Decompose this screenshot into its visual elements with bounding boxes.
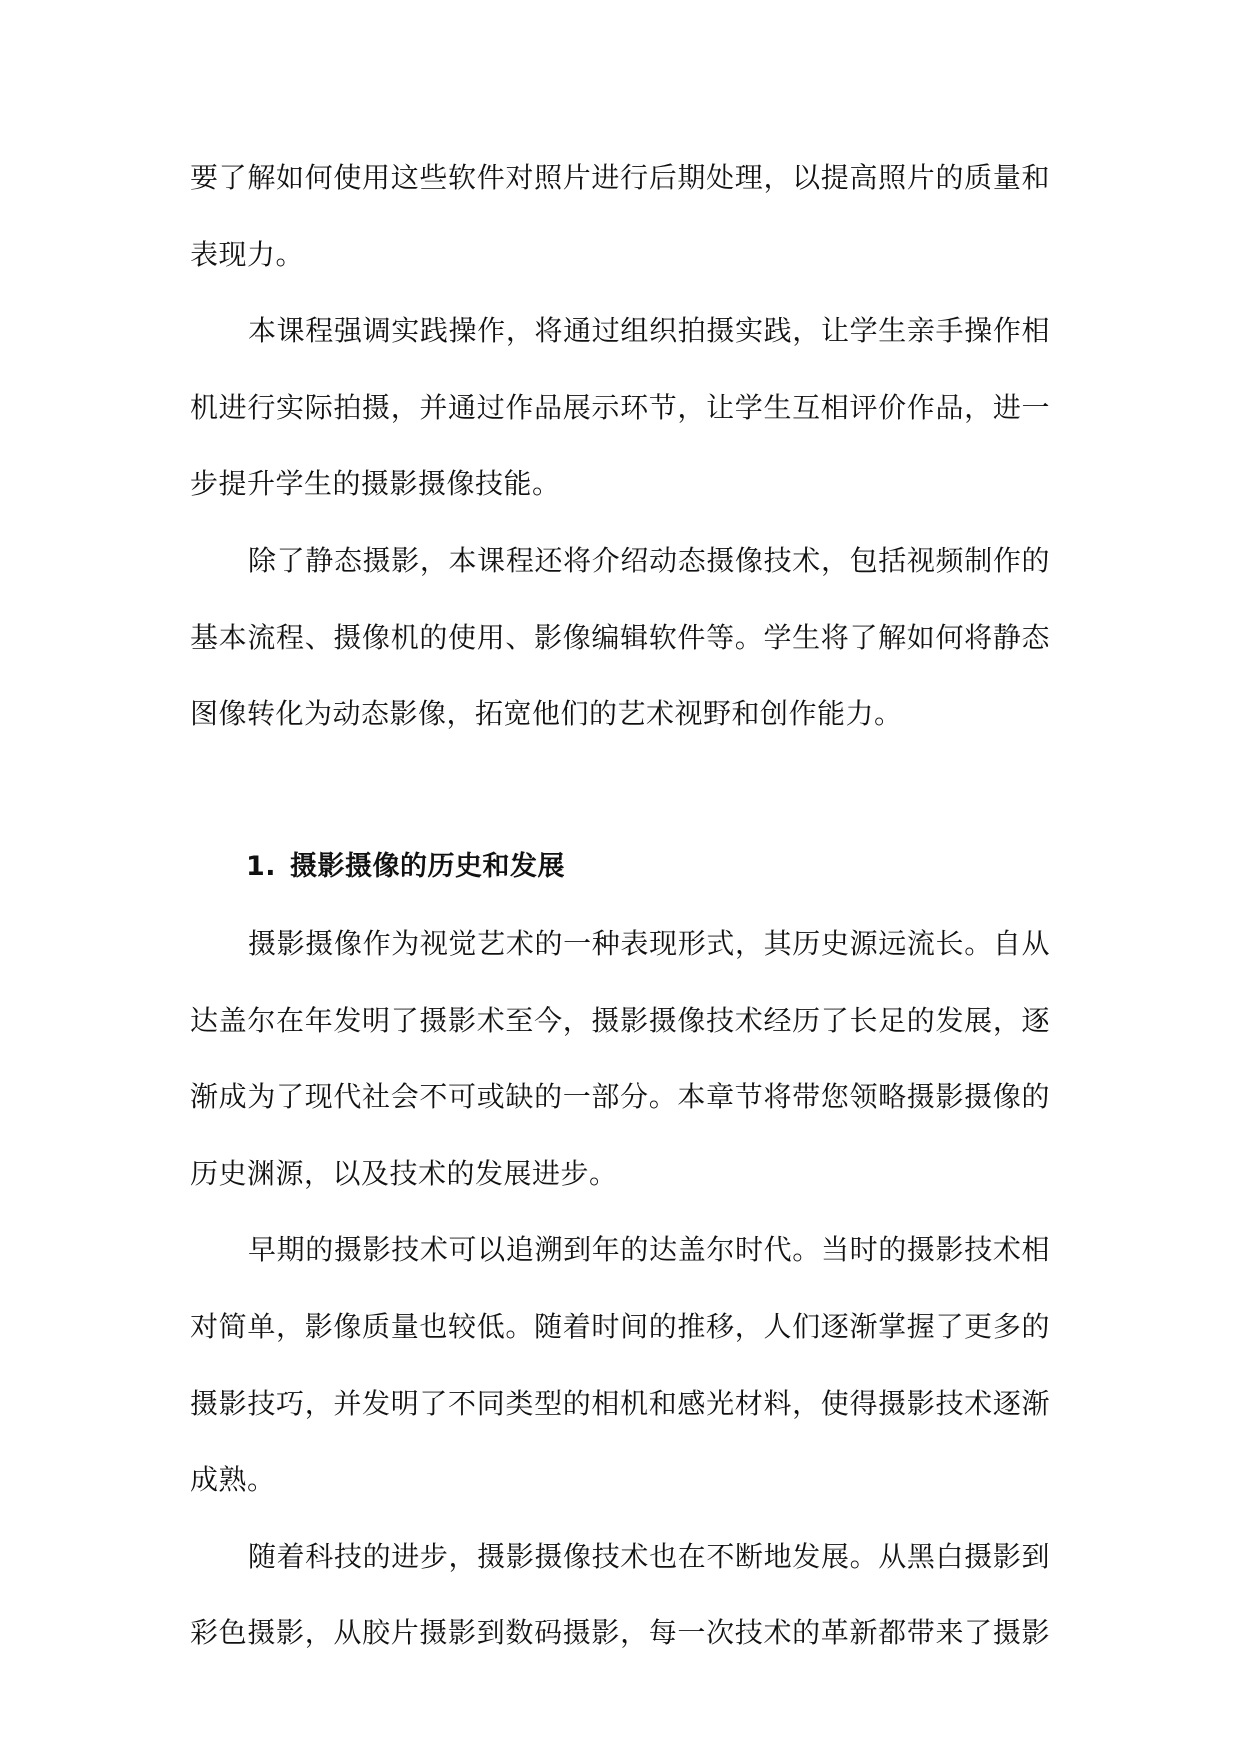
paragraph-line: 要了解如何使用这些软件对照片进行后期处理，以提高照片的质量和: [190, 161, 1050, 194]
paragraph-line: 除了静态摄影，本课程还将介绍动态摄像技术，包括视频制作的: [248, 543, 1050, 577]
paragraph-line: 机进行实际拍摄，并通过作品展示环节，让学生互相评价作品，进一: [190, 390, 1050, 424]
paragraph-line: 表现力。: [190, 237, 305, 271]
paragraph: [190, 293, 1050, 523]
paragraph-line: 摄影技巧，并发明了不同类型的相机和感光材料，使得摄影技术逐渐: [190, 1386, 1050, 1420]
paragraph: [190, 523, 1050, 753]
document-body: [190, 140, 1050, 1672]
paragraph: [190, 1519, 1050, 1672]
paragraph-line: 摄影摄像作为视觉艺术的一种表现形式，其历史源远流长。自从: [248, 926, 1050, 960]
paragraph-line: 图像转化为动态影像，拓宽他们的艺术视野和创作能力。: [190, 697, 903, 731]
spacer: [190, 753, 1050, 830]
paragraph-line: 彩色摄影，从胶片摄影到数码摄影，每一次技术的革新都带来了摄影: [190, 1616, 1050, 1650]
paragraph-line: 随着科技的进步，摄影摄像技术也在不断地发展。从黑白摄影到: [248, 1539, 1050, 1573]
paragraph-line: 历史渊源，以及技术的发展进步。: [190, 1156, 618, 1190]
section-heading: [190, 829, 1050, 906]
paragraph: [190, 906, 1050, 1212]
paragraph-line: 达盖尔在年发明了摄影术至今，摄影摄像技术经历了长足的发展，逐: [190, 1003, 1050, 1037]
paragraph-line: 本课程强调实践操作，将通过组织拍摄实践，让学生亲手操作相: [248, 314, 1050, 348]
paragraph: [190, 1212, 1050, 1518]
paragraph: [190, 140, 1050, 293]
paragraph-line: 基本流程、摄像机的使用、影像编辑软件等。学生将了解如何将静态: [190, 620, 1050, 654]
paragraph-line: 步提升学生的摄影摄像技能。: [190, 467, 561, 501]
paragraph-line: 渐成为了现代社会不可或缺的一部分。本章节将带您领略摄影摄像的: [190, 1080, 1050, 1114]
paragraph-line: 对简单，影像质量也较低。随着时间的推移，人们逐渐掌握了更多的: [190, 1309, 1050, 1343]
section-number: 1.: [246, 851, 277, 883]
paragraph-line: 成熟。: [190, 1463, 276, 1497]
section-title: 摄影摄像的历史和发展: [290, 851, 565, 883]
paragraph-line: 早期的摄影技术可以追溯到年的达盖尔时代。当时的摄影技术相: [248, 1233, 1050, 1267]
